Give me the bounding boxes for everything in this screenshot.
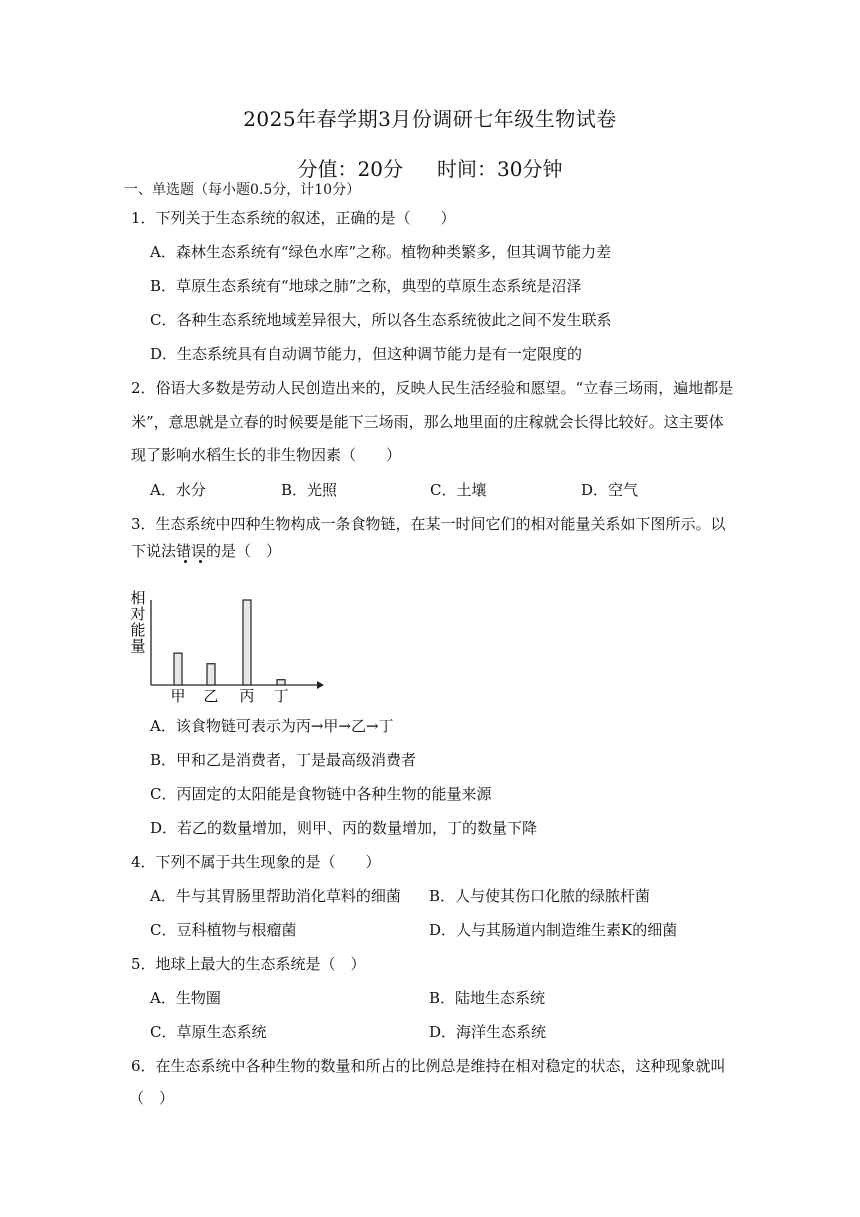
score-label: 分值：20分 xyxy=(297,157,403,181)
question-1-option-b: B．草原生态系统有“地球之肺”之称，典型的草原生态系统是沼泽 xyxy=(150,277,582,295)
x-tick-label: 丁 xyxy=(273,687,289,705)
y-label-char: 相 xyxy=(130,589,146,607)
question-5-stem: 5．地球上最大的生态系统是（ ） xyxy=(131,955,366,973)
section-heading: 一、单选题（每小题0.5分，计10分） xyxy=(124,182,361,198)
question-1-stem: 1．下列关于生态系统的叙述，正确的是（ ） xyxy=(131,209,456,227)
emphasis-dot xyxy=(199,560,202,563)
question-1-option-c: C．各种生态系统地域差异很大，所以各生态系统彼此之间不发生联系 xyxy=(150,311,612,329)
question-4-option-b: B．人与使其伤口化脓的绿脓杆菌 xyxy=(429,887,651,905)
chart-y-label xyxy=(130,589,145,655)
y-label-char: 量 xyxy=(130,637,146,655)
exam-title: 2025年春学期3月份调研七年级生物试卷 xyxy=(243,107,617,131)
bar-3 xyxy=(243,600,251,685)
question-3-option-d: D．若乙的数量增加，则甲、丙的数量增加，丁的数量下降 xyxy=(150,819,538,837)
question-1-option-d: D．生态系统具有自动调节能力，但这种调节能力是有一定限度的 xyxy=(150,345,583,363)
question-5-option-c: C．草原生态系统 xyxy=(150,1023,267,1041)
question-4-stem: 4．下列不属于共生现象的是（ ） xyxy=(131,853,381,871)
question-2-option-b: B．光照 xyxy=(281,481,338,499)
question-3-option-a: A．该食物链可表示为丙→甲→乙→丁 xyxy=(150,717,394,735)
question-6-stem-line-2: （ ） xyxy=(129,1089,175,1107)
question-3-stem-line-1: 3．生态系统中四种生物构成一条食物链，在某一时间它们的相对能量关系如下图所示。以 xyxy=(131,515,726,533)
question-1-option-a: A．森林生态系统有“绿色水库”之称。植物种类繁多，但其调节能力差 xyxy=(150,243,612,261)
question-5-option-d: D．海洋生态系统 xyxy=(429,1023,547,1041)
question-3-option-b: B．甲和乙是消费者，丁是最高级消费者 xyxy=(150,751,417,769)
exam-info xyxy=(0,153,860,182)
emphasis-dot xyxy=(184,560,187,563)
y-label-char: 能 xyxy=(130,621,146,639)
question-2-stem-line-3: 现了影响水稻生长的非生物因素（ ） xyxy=(131,446,402,464)
time-label: 时间：30分钟 xyxy=(437,157,563,181)
question-5-option-a: A．生物圈 xyxy=(150,989,221,1007)
question-4-option-c: C．豆科植物与根瘤菌 xyxy=(150,921,297,939)
question-2-stem-line-1: 2．俗语大多数是劳动人民创造出来的，反映人民生活经验和愿望。“立春三场雨，遍地都是 xyxy=(131,379,734,397)
question-2-option-c: C．土壤 xyxy=(430,481,487,499)
energy-bar-chart xyxy=(124,585,324,705)
x-axis-arrow xyxy=(317,681,324,689)
question-4-option-a: A．牛与其胃肠里帮助消化草料的细菌 xyxy=(150,887,401,905)
bar-4 xyxy=(277,680,285,685)
x-tick-label: 甲 xyxy=(170,687,186,705)
x-tick-label: 乙 xyxy=(203,687,219,705)
bar-2 xyxy=(207,664,215,685)
question-4-option-d: D．人与其肠道内制造维生素K的细菌 xyxy=(429,921,678,939)
y-label-char: 对 xyxy=(130,605,146,623)
x-tick-label: 丙 xyxy=(239,687,255,705)
bar-1 xyxy=(174,653,182,685)
question-3-option-c: C．丙固定的太阳能是食物链中各种生物的能量来源 xyxy=(150,785,492,803)
question-2-option-a: A．水分 xyxy=(150,481,206,499)
question-2-option-d: D．空气 xyxy=(581,481,639,499)
question-6-stem-line-1: 6．在生态系统中各种生物的数量和所占的比例总是维持在相对稳定的状态，这种现象就叫 xyxy=(131,1057,726,1075)
question-3-stem-line-2: 下说法错误的是（ ） xyxy=(131,542,282,560)
question-5-option-b: B．陆地生态系统 xyxy=(429,989,546,1007)
question-2-stem-line-2: 米”，意思就是立春的时候要是能下三场雨，那么地里面的庄稼就会长得比较好。这主要体 xyxy=(131,413,724,431)
